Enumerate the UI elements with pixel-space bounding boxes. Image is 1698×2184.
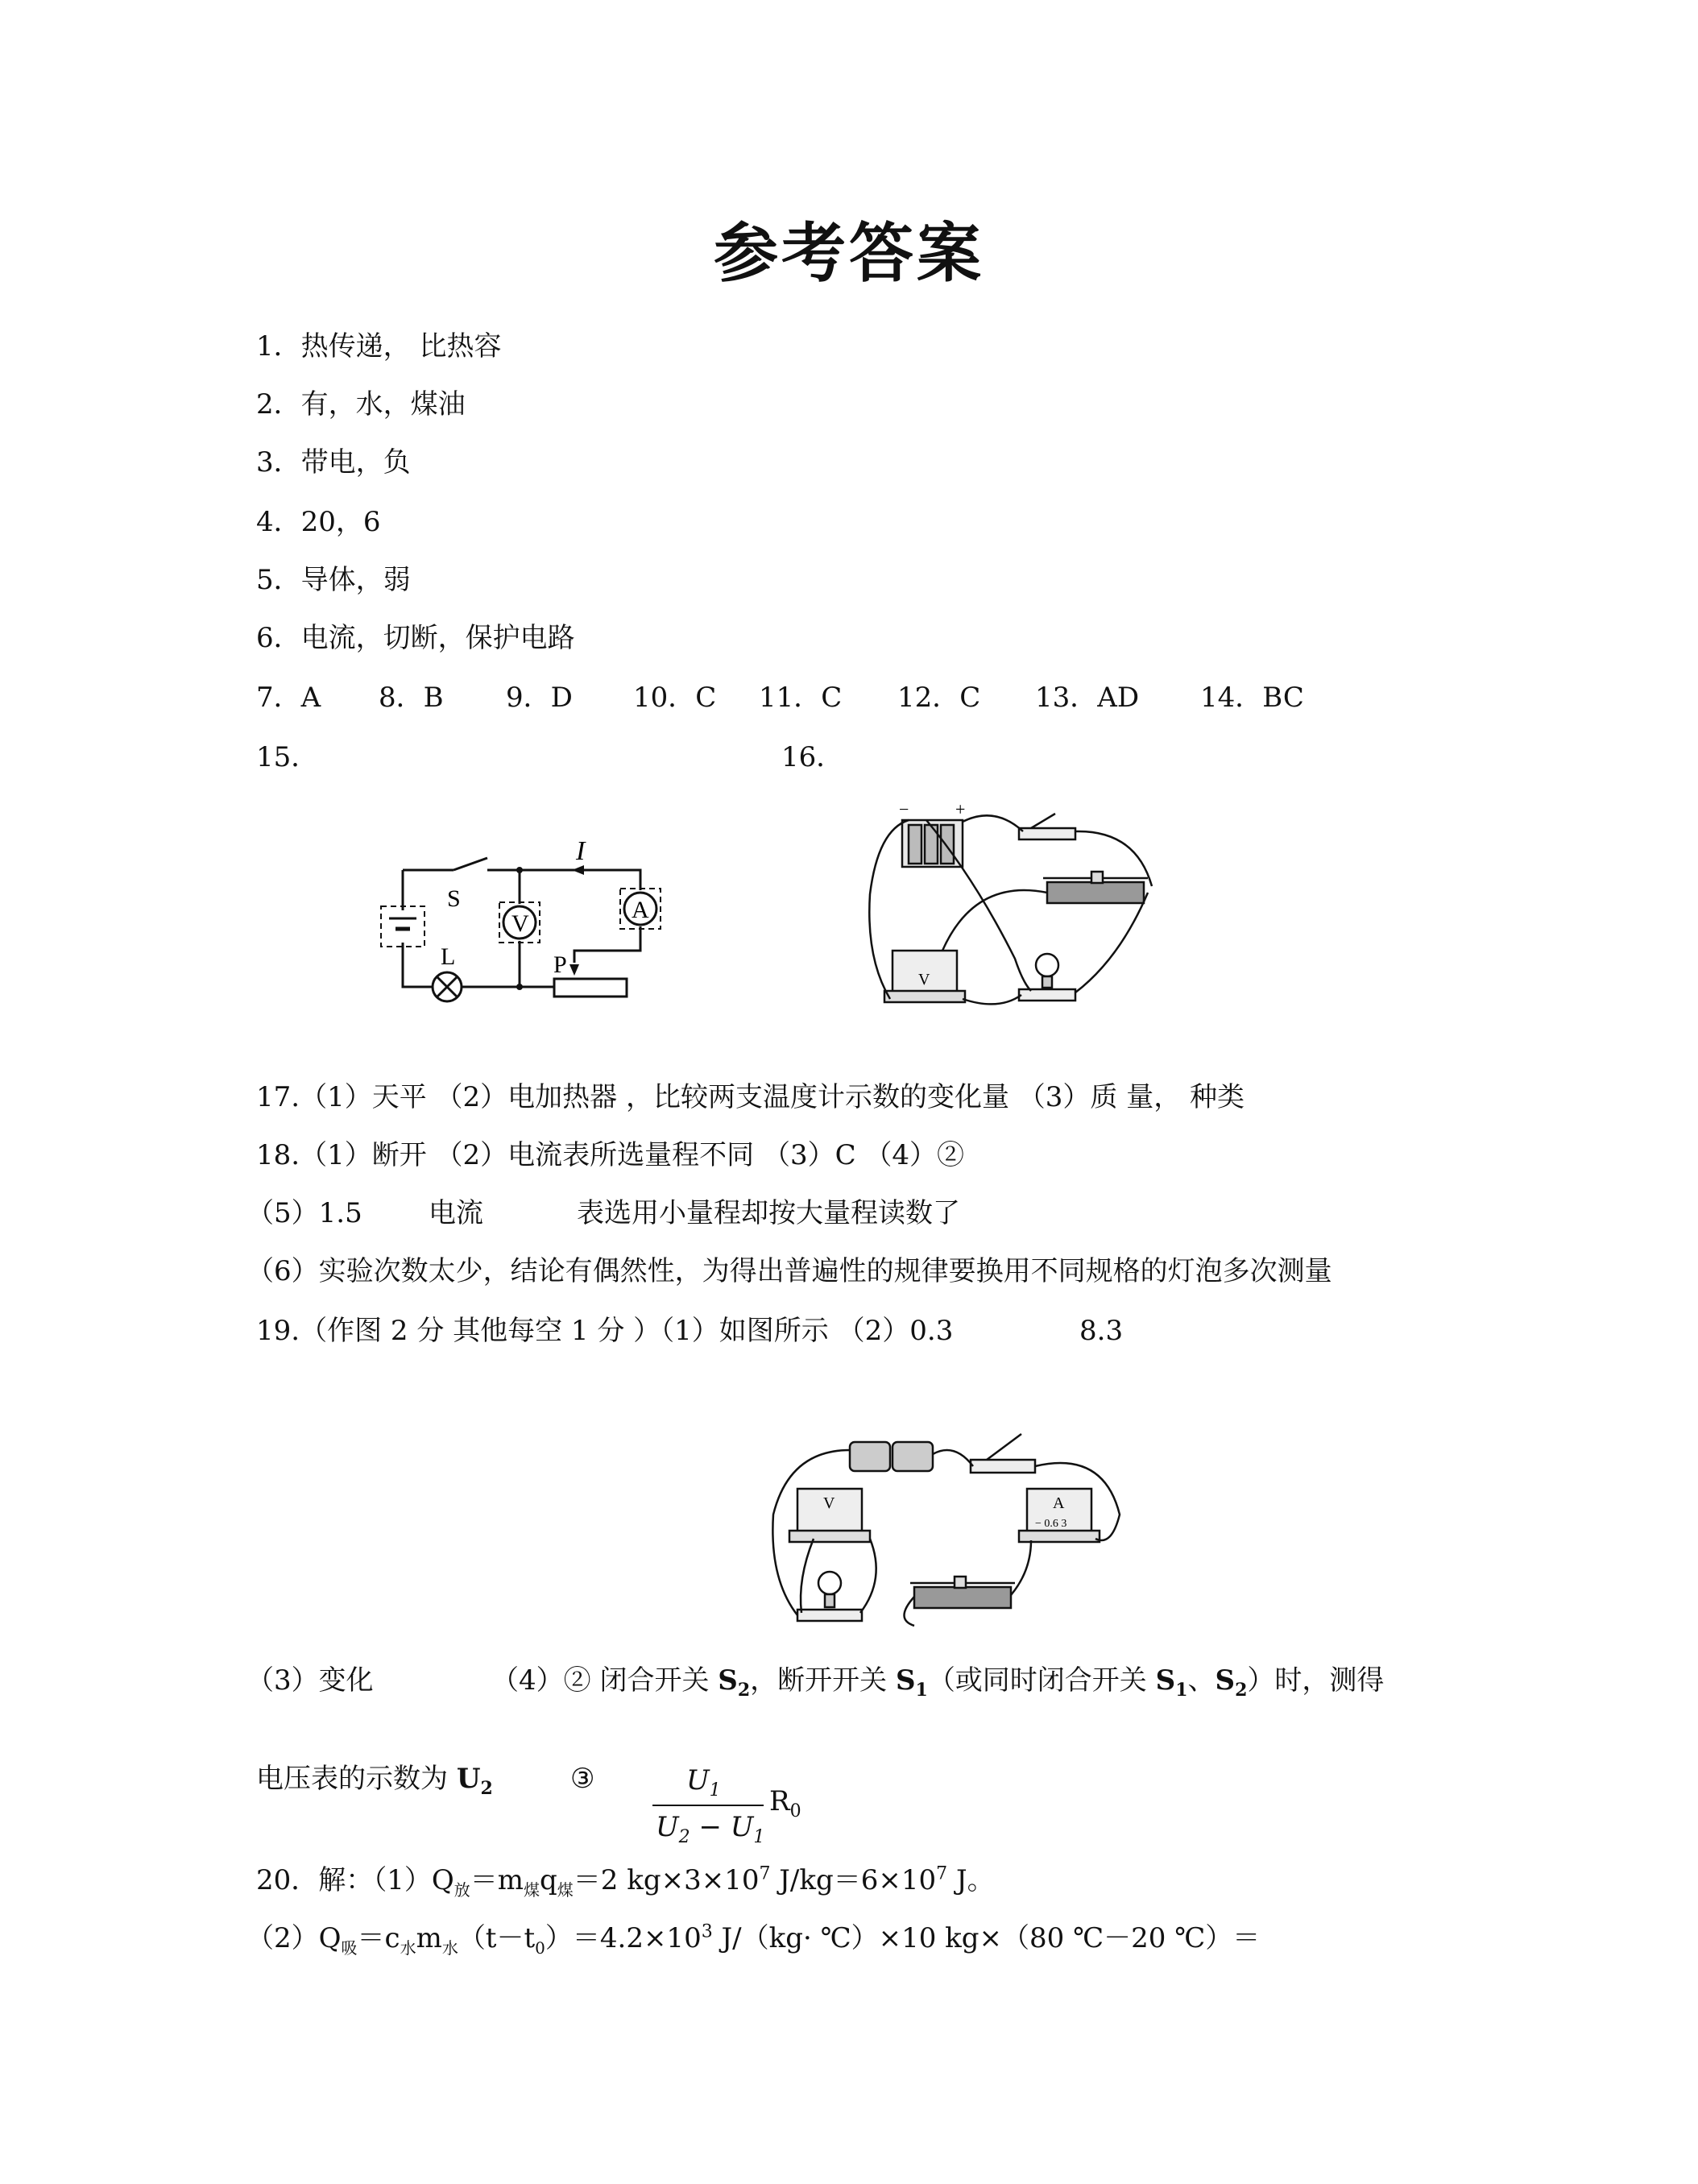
voltmeter-label: V	[511, 910, 529, 937]
circuit-diagram-16	[862, 798, 1216, 1023]
answer-10: 10．C	[633, 682, 717, 714]
answer-20-part1	[256, 1863, 995, 1898]
switch-s1: S	[895, 1664, 916, 1697]
answer-6: 6．电流，切断，保护电路	[256, 622, 575, 654]
switch-s2-again-sub: 2	[1235, 1679, 1248, 1701]
answer-20-part2	[246, 1921, 1260, 1956]
answer-4: 4．20，6	[256, 506, 381, 538]
answer-19-part3: （3）变化	[246, 1664, 374, 1697]
denominator-u1-sub: 1	[753, 1826, 765, 1847]
answer-15-label: 15．	[256, 741, 319, 773]
answer-9: 9．D	[506, 682, 573, 714]
voltage-text: 电压表的示数为	[256, 1763, 457, 1795]
r0-letter: R	[769, 1785, 790, 1817]
page-title: 参考答案	[714, 216, 984, 291]
part4-text-b: ，断开开关	[750, 1664, 896, 1697]
voltmeter-label-19: V	[823, 1494, 835, 1512]
a20-1-a: 20．解：（1）Q	[256, 1864, 454, 1896]
a20-2-f: J/（kg· ℃）×10 kg×（80 ℃－20 ℃）＝	[712, 1922, 1261, 1954]
a20-1-sup2: 7	[936, 1863, 948, 1884]
answer-18-part6: （6）实验次数太少，结论有偶然性，为得出普遍性的规律要换用不同规格的灯泡多次测量	[246, 1255, 1332, 1287]
r0-symbol	[769, 1784, 801, 1819]
ammeter-scale-19: − 0.6 3	[1035, 1518, 1067, 1530]
battery-minus-label: −	[899, 799, 909, 819]
circuit-diagram-15	[367, 826, 673, 1019]
circuit-diagram-19	[765, 1418, 1128, 1643]
denominator-u2-sub: 2	[678, 1826, 690, 1847]
a20-2-sub2: 水	[400, 1937, 416, 1958]
resistance-formula	[652, 1764, 773, 1853]
a20-2-a: （2）Q	[246, 1922, 342, 1954]
answer-19: 19.（作图 2 分 其他每空 1 分 ）（1）如图所示 （2）0.3	[256, 1315, 954, 1347]
answer-13: 13．AD	[1035, 682, 1140, 714]
switch-s1-again-sub: 1	[1175, 1679, 1188, 1701]
answer-8: 8．B	[379, 682, 444, 714]
a20-1-sub3: 煤	[557, 1879, 574, 1900]
u2-symbol: U	[456, 1763, 481, 1795]
answer-19-part3-circle: ③	[570, 1763, 595, 1795]
answer-12: 12．C	[897, 682, 981, 714]
battery-plus-label: +	[955, 799, 966, 819]
denominator-u2: U	[656, 1811, 679, 1843]
switch-s2-sub: 2	[737, 1679, 751, 1701]
answer-18-part5-current: 电流	[429, 1197, 483, 1229]
u2-sub: 2	[480, 1777, 493, 1799]
a20-1-sub1: 放	[453, 1879, 470, 1900]
answer-3: 3．带电，负	[256, 446, 411, 479]
answer-17: 17.（1）天平 （2）电加热器 ，比较两支温度计示数的变化量 （3）质 量， 种类	[256, 1081, 1245, 1113]
a20-2-e: ）＝4.2×10	[545, 1922, 702, 1954]
a20-1-c: q	[540, 1864, 557, 1896]
answer-19-part4	[491, 1663, 1385, 1701]
denominator-u1: − U	[690, 1811, 754, 1843]
answer-18-part1: 18.（1）断开 （2）电流表所选量程不同 （3）C （4）②	[256, 1139, 965, 1171]
formula-denominator	[656, 1811, 765, 1847]
a20-2-d: （t－t	[458, 1922, 536, 1954]
switch-s2: S	[718, 1664, 738, 1697]
answer-19-voltage	[256, 1761, 493, 1797]
answer-5: 5．导体，弱	[256, 564, 411, 596]
part4-text-e: ）时，测得	[1247, 1664, 1385, 1697]
answer-11: 11．C	[759, 682, 843, 714]
a20-2-sub4: 0	[535, 1937, 545, 1958]
numerator-u: U	[686, 1764, 710, 1797]
current-label-I: I	[576, 836, 586, 866]
voltmeter-label-16: V	[918, 971, 930, 988]
switch-s1-sub: 1	[915, 1679, 928, 1701]
switch-label-S: S	[447, 885, 461, 912]
a20-1-e: J/kg＝6×10	[770, 1864, 937, 1896]
answer-16-label: 16．	[781, 741, 844, 773]
a20-1-f: J。	[947, 1864, 995, 1896]
ammeter-label: A	[632, 897, 649, 923]
switch-s1-again: S	[1155, 1664, 1176, 1697]
part4-text-c: （或同时闭合开关	[927, 1664, 1156, 1697]
answer-18-part5: （5）1.5	[246, 1197, 362, 1229]
a20-2-c: m	[416, 1922, 442, 1954]
a20-1-d: ＝2 kg×3×10	[573, 1864, 760, 1896]
ammeter-label-19: A	[1053, 1494, 1065, 1512]
answer-1: 1．热传递， 比热容	[256, 330, 502, 363]
a20-2-b: ＝c	[357, 1922, 400, 1954]
answer-18-part5-reason: 表选用小量程却按大量程读数了	[577, 1197, 960, 1229]
a20-2-sub1: 吸	[341, 1937, 358, 1958]
slider-label-P: P	[553, 951, 567, 978]
fraction-bar	[652, 1805, 764, 1806]
answer-19-value: 8.3	[1079, 1315, 1124, 1347]
a20-2-sup: 3	[701, 1921, 713, 1942]
answer-14: 14．BC	[1200, 682, 1304, 714]
r0-sub: 0	[789, 1801, 801, 1821]
a20-1-sub2: 煤	[524, 1879, 540, 1900]
a20-1-sup1: 7	[759, 1863, 771, 1884]
answer-2: 2．有，水，煤油	[256, 388, 466, 421]
part4-text-a: （4）② 闭合开关	[491, 1664, 719, 1697]
switch-s2-again: S	[1215, 1664, 1236, 1697]
part4-text-d: 、	[1187, 1664, 1216, 1697]
numerator-sub: 1	[709, 1780, 721, 1801]
answer-7: 7．A	[256, 682, 321, 714]
a20-2-sub3: 水	[441, 1937, 458, 1958]
lamp-label-L: L	[441, 943, 456, 970]
a20-1-b: ＝m	[470, 1864, 524, 1896]
formula-numerator	[686, 1764, 721, 1801]
